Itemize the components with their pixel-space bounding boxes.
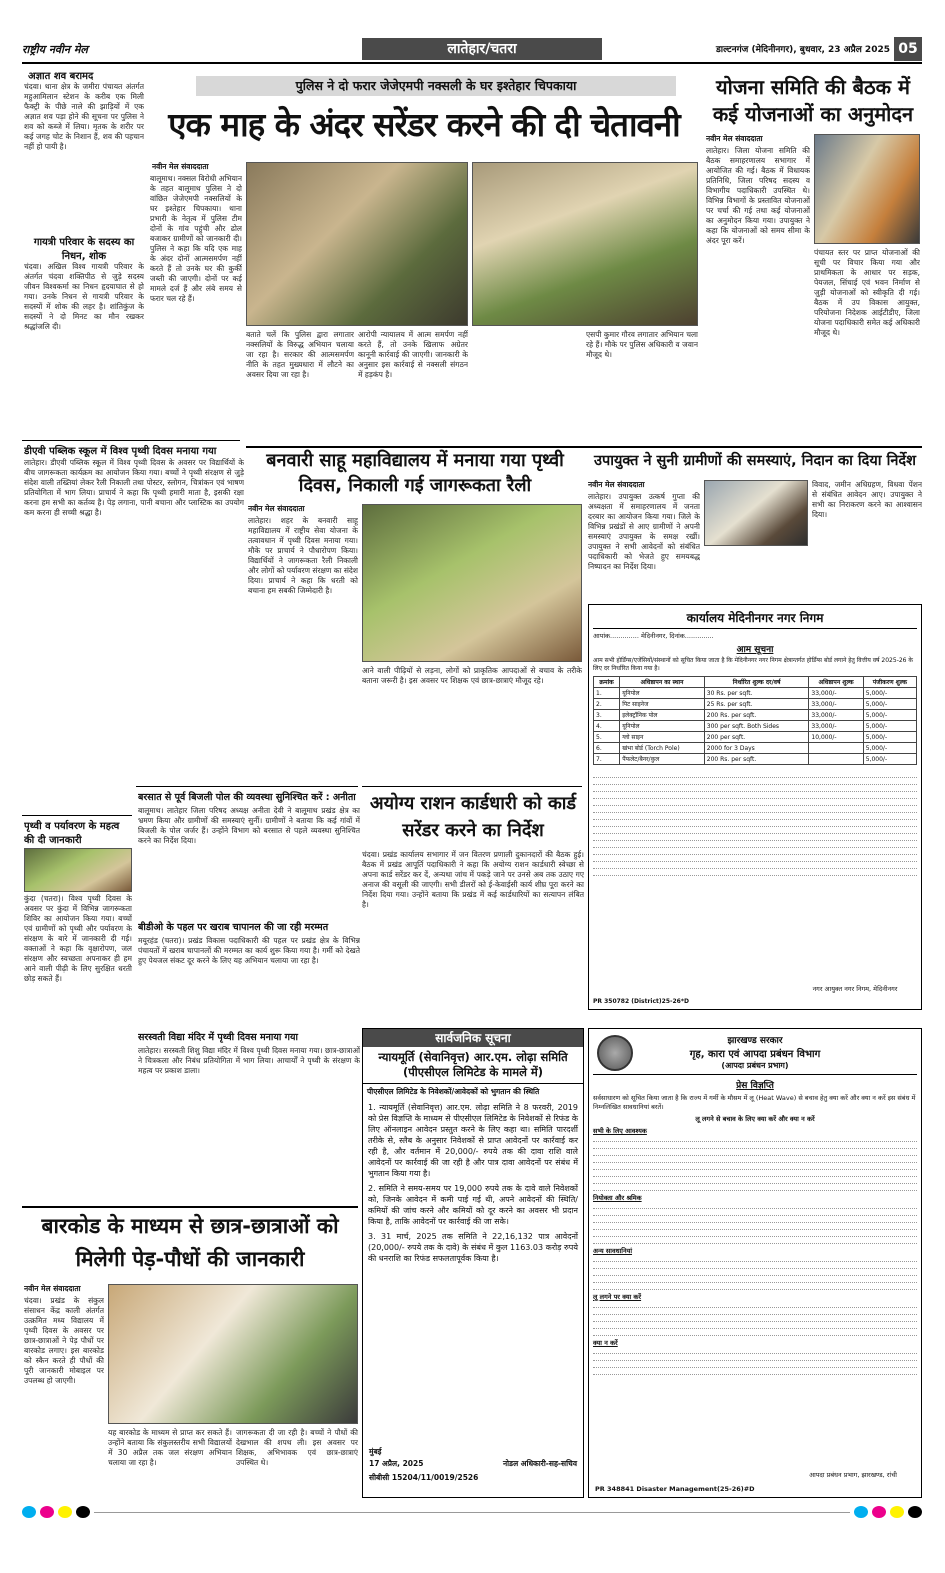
right-top-byline: नवीन मेल संवाददाता	[706, 134, 763, 143]
left-story4-body: कुंदा (चतरा)। विश्व पृथ्वी दिवस के अवसर पर कुंदा में विभिन्न जागरूकता शिविर का आयोजन किया गया। बच्चों एवं ग्रामीणों को पृथ्वी और पर्यावरण के संरक्षण के बारे में जानकारी दी गई। वक्ताओं ने कहा कि वृक्षारोपण, जल संरक्षण और स्वच्छता अपनाकर ही हम आने वाली पीढ़ी के लिए सुरक्षित धरती छोड़ सकते हैं।	[24, 894, 132, 983]
table-row	[594, 732, 917, 743]
right-top-headline: योजना समिति की बैठक में कई योजनाओं का अनुमोदन	[712, 75, 914, 126]
notice-pr-number: PR 350782 (District)25-26*D	[593, 998, 689, 1005]
govt-section-heading: लू लगने पर क्या करें	[593, 1293, 642, 1301]
table-cell: 5,000/-	[863, 754, 916, 765]
table-cell: खंभा बोर्ड (Torch Pole)	[620, 743, 705, 754]
table-cell: 5,000/-	[863, 743, 916, 754]
table-cell: 2000 for 3 Days	[704, 743, 809, 754]
section-label: लातेहार/चतरा	[362, 38, 602, 60]
govt-section-heading: नियोक्ता और श्रमिक	[593, 1194, 642, 1202]
mid-story5-headline: सरस्वती विद्या मंदिर में पृथ्वी दिवस मनाया गया	[138, 1032, 298, 1043]
dc-body2: विवाद, जमीन अधिग्रहण, विधवा पेंशन से संबंधित आवेदन आए। उपायुक्त ने सभी का निराकरण करने का आश्वासन दिया।	[812, 480, 922, 519]
lodha-officer: नोडल अधिकारी-सह-सचिव	[502, 1459, 577, 1468]
dc-hearing-photo	[704, 480, 808, 546]
notice-signature: नगर आयुक्त नगर निगम, मेदिनीनगर	[812, 985, 898, 993]
table-cell: 5,000/-	[863, 688, 916, 699]
barcode-body2: यह बारकोड के माध्यम से प्राप्त कर सकते हैं। उन्होंने बताया कि संकुलस्तरीय सभी विद्यालयों में 30 अप्रैल तक जल संरक्षण अभियान चलाया जा रहा है।	[108, 1428, 232, 1467]
govt-do-head: लू लगने से बचाव के लिए क्या करें और क्या न करें	[695, 1115, 815, 1123]
table-cell: 33,000/-	[809, 721, 863, 732]
table-cell: 33,000/-	[809, 688, 863, 699]
college-rally-photo	[362, 504, 582, 662]
lead-body-col2: बताते चलें कि पुलिस द्वारा लगातार नक्सलियों के विरुद्ध अभियान चलाया जा रहा है। सरकार की आत्मसमर्पण नीति के तहत मुख्यधारा में लौटने का अवसर दिया जा रहा है।	[246, 330, 354, 379]
lead-body-col4: एसपी कुमार गौरव लगातार अभियान चला रहे हैं। मौके पर पुलिस अधिकारी व जवान मौजूद थे।	[586, 330, 698, 359]
notice-letter-no: आपांक.............. मेदिनीनगर, दिनांक..............	[593, 632, 714, 640]
left-story4-title: पृथ्वी व पर्यावरण के महत्व की दी जानकारी	[24, 821, 120, 846]
lead-photo-2	[472, 162, 698, 326]
table-cell: 300 per sqft. Both Sides	[704, 721, 809, 732]
table-cell: 33,000/-	[809, 699, 863, 710]
govt-dept: गृह, कारा एवं आपदा प्रबंधन विभाग	[689, 1049, 821, 1060]
lead-headline: एक माह के अंदर सरेंडर करने की दी चेतावनी	[168, 105, 680, 144]
table-cell: पैंफलेट/बैनर/कुल	[620, 754, 705, 765]
govt-list	[593, 1301, 917, 1336]
govt-section-heading: सभी के लिए आवश्यक	[593, 1127, 647, 1135]
govt-section-heading: क्या न करें	[593, 1339, 618, 1347]
govt-section-heading: अन्य सावधानियां	[593, 1247, 633, 1255]
left-story3-body: लातेहार। डीएवी पब्लिक स्कूल में विश्व पृथ्वी दिवस के अवसर पर विद्यार्थियों के बीच जागरूकता कार्यक्रम का आयोजन किया गया। बच्चों ने पृथ्वी संरक्षण से जुड़े संदेश वाली तख्तियां लेकर रैली निकाली तथा पोस्टर, स्लोगन, चित्रांकन एवं भाषण प्रतियोगिता में भाग लिया। प्राचार्य ने कहा कि पृथ्वी हमारी माता है, इसकी रक्षा करना हम सभी का कर्तव्य है। पेड़ लगाना, पानी बचाना और प्लास्टिक का उपयोग कम करना ही सच्ची श्रद्धा है।	[24, 458, 244, 517]
table-cell: 33,000/-	[809, 710, 863, 721]
table-cell: 200 per sqft.	[704, 732, 809, 743]
lead-photo-1	[246, 162, 468, 326]
table-cell: यूनिपोल	[620, 688, 705, 699]
lead-byline: नवीन मेल संवाददाता	[152, 162, 209, 171]
table-cell: 1.	[594, 688, 620, 699]
mid-story1-byline: नवीन मेल संवाददाता	[248, 504, 305, 513]
table-cell: 2.	[594, 699, 620, 710]
lead-body: बालूमाथ। नक्सल विरोधी अभियान के तहत बालूमाथ पुलिस ने दो वांछित जेजेएमपी नक्सलियों के घर इश्तेहार चिपकाया। थाना प्रभारी के नेतृत्व में पुलिस टीम दोनों के गांव पहुंची और ढोल बजाकर ग्रामीणों को जानकारी दी। पुलिस ने कहा कि यदि एक माह के अंदर दोनों आत्मसमर्पण नहीं करते हैं तो उनके घर की कुर्की जब्ती की जाएगी। दोनों पर कई मामले दर्ज हैं और लंबे समय से फरार चल रहे हैं।	[150, 174, 242, 303]
lead-kicker: पुलिस ने दो फरार जेजेएमपी नक्सली के घर इश्तेहार चिपकाया	[196, 76, 676, 96]
notice-title: आम सूचना	[736, 645, 774, 655]
left-story1-title: अज्ञात शव बरामद	[28, 71, 94, 82]
left-story3-title: डीएवी पब्लिक स्कूल में विश्व पृथ्वी दिवस मनाया गया	[24, 446, 217, 457]
table-cell: ग्लो साइन	[620, 732, 705, 743]
lodha-committee-notice	[362, 1028, 584, 1498]
lodha-ref: सीबीसी 15204/11/0019/2526	[369, 1473, 479, 1482]
table-row	[594, 721, 917, 732]
table-row	[594, 754, 917, 765]
mid-story1-body2: आने वाली पीढ़ियों से लड़ना, लोगों को प्राकृतिक आपदाओं से बचाव के तरीके बताना जरूरी है। इस अवसर पर शिक्षक एवं छात्र-छात्राएं मौजूद रहे।	[362, 666, 582, 685]
table-cell: इलेक्ट्रॉनिक पोल	[620, 710, 705, 721]
lodha-title: सार्वजनिक सूचना	[363, 1029, 583, 1047]
lodha-para-3: 3. 31 मार्च, 2025 तक समिति ने 22,16,132 पात्र आवेदनों (20,000/- रुपये तक के दावे) के संबंध में कुल 1163.03 करोड़ रुपये की धनराशि का रिफंड सफलतापूर्वक किया है।	[368, 1232, 578, 1263]
notice-terms	[593, 771, 917, 876]
mid-story4-headline: बीडीओ के पहल पर खराब चापानल की जा रही मरम्मत	[138, 922, 329, 933]
mid-story4-body: मयूरहंड (चतरा)। प्रखंड विकास पदाधिकारी की पहल पर प्रखंड क्षेत्र के विभिन्न पंचायतों में खराब चापानलों की मरम्मत का कार्य शुरू किया गया है। गर्मी को देखते हुए पेयजल संकट दूर करने के लिए यह अभियान चलाया जा रहा है।	[138, 936, 360, 965]
table-cell: 200 Rs. per sqft.	[704, 710, 809, 721]
dc-body: लातेहार। उपायुक्त उत्कर्ष गुप्ता की अध्यक्षता में समाहरणालय में जनता दरबार का आयोजन किया गया। जिले के विभिन्न प्रखंडों से आए ग्रामीणों ने अपनी समस्याएं उपायुक्त के समक्ष रखीं। उपायुक्त ने सभी आवेदनों को संबंधित पदाधिकारी को भेजते हुए समयबद्ध निष्पादन का निर्देश दिया।	[588, 492, 700, 571]
barcode-byline: नवीन मेल संवाददाता	[24, 1284, 81, 1293]
table-header: क्रमांक	[594, 677, 620, 688]
table-row	[594, 688, 917, 699]
govt-intro: सर्वसाधारण को सूचित किया जाता है कि राज्य में गर्मी के मौसम में लू (Heat Wave) से बचाव हेतु क्या करें और क्या न करें इस संबंध में निम्नलिखित सावधानियां बरतें।	[593, 1094, 916, 1111]
mid-story5-body: लातेहार। सरस्वती शिशु विद्या मंदिर में विश्व पृथ्वी दिवस मनाया गया। छात्र-छात्राओं ने चित्रकला और निबंध प्रतियोगिता में भाग लिया। आचार्यों ने पृथ्वी के संरक्षण के महत्व पर प्रकाश डाला।	[138, 1046, 360, 1075]
table-header: पंजीकरण शुल्क	[863, 677, 916, 688]
govt-name: झारखण्ड सरकार	[727, 1036, 783, 1046]
table-cell: 6.	[594, 743, 620, 754]
masthead	[22, 36, 922, 64]
notice-office: कार्यालय मेदिनीनगर नगर निगम	[593, 609, 917, 629]
lodha-subtitle: न्यायमूर्ति (सेवानिवृत्त) आर.एम. लोढ़ा समिति (पीएसीएल लिमिटेड के मामले में)	[363, 1047, 583, 1084]
dc-byline: नवीन मेल संवाददाता	[588, 480, 645, 489]
right-top-body: लातेहार। जिला योजना समिति की बैठक समाहरणालय सभागार में आयोजित की गई। बैठक में विधायक प्रतिनिधि, जिला परिषद सदस्य व विभागीय पदाधिकारी उपस्थित थे। विभिन्न विभागों के प्रस्तावित योजनाओं पर चर्चा की गई तथा कई योजनाओं का अनुमोदन किया गया। उपायुक्त ने कहा कि योजनाओं को समय सीमा के अंदर पूरा करें।	[706, 146, 810, 245]
table-cell: 25 Rs. per sqft.	[704, 699, 809, 710]
divider	[136, 786, 358, 787]
lodha-place: मुंबई	[369, 1447, 382, 1456]
barcode-headline: बारकोड के माध्यम से छात्र-छात्राओं को मिलेगी पेड़-पौधों की जानकारी	[41, 1214, 339, 1271]
mid-story1-headline: बनवारी साहू महाविद्यालय में मनाया गया पृथ्वी दिवस, निकाली गई जागरूकता रैली	[266, 450, 564, 496]
notice-intro: आम सभी होर्डिंग्स/एजेंसियों/संस्थानों को सूचित किया जाता है कि मेदिनीनगर नगर निगम क्षेत्रान्तर्गत होर्डिंग्स बोर्ड लगाने हेतु वित्तीय वर्ष 2025-26 के लिए दर निर्धारित किया गया है।	[593, 657, 914, 672]
table-cell	[809, 754, 863, 765]
table-cell: 5,000/-	[863, 710, 916, 721]
govt-press-release	[588, 1028, 922, 1498]
table-cell: 5,000/-	[863, 732, 916, 743]
barcode-students-photo	[108, 1284, 358, 1424]
dc-headline: उपायुक्त ने सुनी ग्रामीणों की समस्याएं, निदान का दिया निर्देश	[594, 453, 916, 469]
table-header: अधिष्ठापन शुल्क	[809, 677, 863, 688]
divider	[22, 1206, 358, 1208]
registration-marks	[22, 1506, 922, 1520]
notice-table	[593, 676, 917, 765]
divider	[22, 815, 132, 816]
table-cell: 5,000/-	[863, 721, 916, 732]
table-cell: 5,000/-	[863, 699, 916, 710]
meeting-photo	[814, 134, 920, 244]
govt-title: प्रेस विज्ञप्ति	[736, 1081, 774, 1091]
table-cell: 10,000/-	[809, 732, 863, 743]
lodha-para-2: 2. समिति ने समय-समय पर 19,000 रुपये तक के दावे वाले निवेशकों को, जिनके आवेदन में कमी पाई गई थी, अपने आवेदनों की स्थिति/कमियों की जांच करने और कमियों को दूर करने का अवसर भी प्रदान किया है, ताकि आवेदनों पर कार्रवाई की जा सके।	[368, 1184, 578, 1226]
table-cell: 30 Rs. per sqft.	[704, 688, 809, 699]
govt-pr-number: PR 348841 Disaster Management(25-26)#D	[595, 1485, 755, 1493]
govt-list	[593, 1255, 917, 1290]
table-cell: पिट साइनेज	[620, 699, 705, 710]
page-number: 05	[894, 37, 922, 61]
lead-body-col3: आरोपी न्यायालय में आत्म समर्पण नहीं करते हैं, तो उनके खिलाफ अग्रेतर कानूनी कार्रवाई की जाएगी। जानकारी के अनुसार इस कार्रवाई से नक्सली संगठन में हड़कंप है।	[358, 330, 468, 379]
table-cell	[809, 743, 863, 754]
left-story2-title: गायत्री परिवार के सदस्य का निधन, शोक	[33, 237, 135, 262]
lodha-lead: पीएसीएल लिमिटेड के निवेशकों/आवेदकों को भुगतान की स्थिति	[367, 1087, 540, 1096]
mid-story3-body: बालूमाथ। लातेहार जिला परिषद अध्यक्ष अनीता देवी ने बालूमाथ प्रखंड क्षेत्र का भ्रमण किया और ग्रामीणों की समस्याएं सुनीं। ग्रामीणों ने बताया कि कई गांवों में बिजली के पोल जर्जर हैं। उन्होंने विभाग को बरसात से पहले व्यवस्था सुनिश्चित करने का निर्देश दिया।	[138, 806, 360, 845]
barcode-body: चंदवा। प्रखंड के संकुल संसाधन केंद्र काली अंतर्गत उत्क्रमित मध्य विद्यालय में पृथ्वी दिवस के अवसर पर छात्र-छात्राओं ने पेड़ पौधों पर बारकोड लगाए। इस बारकोड को स्कैन करते ही पौधों की पूरी जानकारी मोबाइल पर उपलब्ध हो जाएगी।	[24, 1296, 104, 1385]
govt-signer: आपदा प्रबंधन प्रभाग, झारखण्ड, रांची	[809, 1471, 897, 1479]
govt-list	[593, 1347, 917, 1375]
table-cell: यूनिपोल	[620, 721, 705, 732]
table-cell: 200 Rs. per sqft.	[704, 754, 809, 765]
paper-name: राष्ट्रीय नवीन मेल	[22, 43, 88, 56]
govt-list	[593, 1135, 917, 1191]
table-row	[594, 710, 917, 721]
mid-story1-body: लातेहार। शहर के बनवारी साहू महाविद्यालय में राष्ट्रीय सेवा योजना के तत्वावधान में पृथ्वी दिवस मनाया गया। मौके पर प्राचार्य ने पौधारोपण किया। विद्यार्थियों ने जागरूकता रैली निकाली और लोगों को पर्यावरण संरक्षण का संदेश दिया। प्राचार्य ने कहा कि धरती को बचाना हम सबकी जिम्मेदारी है।	[248, 516, 358, 595]
table-header: निर्धारित शुल्क दर/वर्ष	[704, 677, 809, 688]
dateline: डाल्टनगंज (मेदिनीनगर), बुधवार, 23 अप्रैल 2025	[715, 45, 890, 55]
earth-day-photo	[24, 848, 132, 892]
govt-sub: (आपदा प्रबंधन प्रभाग)	[593, 1060, 917, 1075]
table-header: अधिष्ठापन का स्थान	[620, 677, 705, 688]
table-cell: 7.	[594, 754, 620, 765]
lodha-para-1: 1. न्यायमूर्ति (सेवानिवृत्त) आर.एम. लोढ़ा समिति ने 8 फरवरी, 2019 को प्रेस विज्ञप्ति के माध्यम से पीएसीएल लिमिटेड के निवेशकों से रिफंड के लिए ऑनलाइन आवेदन प्रस्तुत करने के लिए कहा था। समिति पारदर्शी तरीके से, स्लैब के अनुसार निवेशकों से प्राप्त आवेदनों पर कार्रवाई कर रही है, और वर्तमान में 20,000/- रुपये तक की दावा राशि वाले आवेदनों पर कार्रवाई की जा रही है और पात्र दावा आवेदनों पर संबंध में भुगतान किया गया है।	[368, 1103, 578, 1178]
table-row	[594, 743, 917, 754]
table-cell: 4.	[594, 721, 620, 732]
left-story2-body: चंदवा। अखिल विश्व गायत्री परिवार के अंतर्गत चंदवा शक्तिपीठ से जुड़े सदस्य जीवन विश्वकर्मा का निधन हृदयाघात से हो गया। उनके निधन से गायत्री परिवार के सदस्यों में शोक की लहर है। शांतिकुंज के सदस्यों ने दो मिनट का मौन रखकर श्रद्धांजलि दी।	[24, 262, 144, 331]
mid-story3-headline: बरसात से पूर्व बिजली पोल की व्यवस्था सुनिश्चित करें : अनीता	[138, 792, 356, 803]
mid-story2-headline: अयोग्य राशन कार्डधारी को कार्ड सरेंडर करने का निर्देश	[369, 793, 577, 841]
table-cell: 5.	[594, 732, 620, 743]
municipal-notice	[588, 604, 922, 1010]
left-story1-body: चंदवा। थाना क्षेत्र के जमीरा पंचायत अंतर्गत महुआमिलान स्टेशन के करीब एक मिली फैक्ट्री के पीछे नाले की झाड़ियों में एक अज्ञात शव पड़ा होने की सूचना पर पुलिस ने शव को कब्जे में लिया। मृतक के शरीर पर कई जगह चोट के निशान हैं, शव की पहचान नहीं हो पायी है।	[24, 82, 144, 151]
table-cell: 3.	[594, 710, 620, 721]
govt-list	[593, 1202, 917, 1244]
barcode-body3: जागरूकता दी जा रही है। बच्चों ने पौधों की देखभाल की शपथ ली। इस अवसर पर शिक्षक, अभिभावक एवं छात्र-छात्राएं उपस्थित थे।	[236, 1428, 358, 1467]
jharkhand-emblem-icon	[597, 1035, 633, 1071]
lodha-date: 17 अप्रैल, 2025	[369, 1459, 424, 1468]
divider	[362, 786, 582, 787]
right-top-body2: पंचायत स्तर पर प्राप्त योजनाओं की सूची पर विचार किया गया और प्राथमिकता के आधार पर सड़क, पेयजल, सिंचाई एवं भवन निर्माण से जुड़ी योजनाओं को स्वीकृति दी गई। बैठक में उप विकास आयुक्त, परियोजना निदेशक आईटीडीए, जिला योजना पदाधिकारी समेत कई अधिकारी मौजूद थे।	[814, 248, 920, 337]
table-row	[594, 699, 917, 710]
mid-story2-body: चंदवा। प्रखंड कार्यालय सभागार में जन वितरण प्रणाली दुकानदारों की बैठक हुई। बैठक में प्रखंड आपूर्ति पदाधिकारी ने कहा कि अयोग्य राशन कार्डधारी स्वेच्छा से अपना कार्ड सरेंडर कर दें, अन्यथा जांच में पकड़े जाने पर उनसे अब तक उठाए गए अनाज की वसूली की जाएगी। सभी डीलरों को ई-केवाईसी कार्य शीघ्र पूरा करने का निर्देश दिया गया। उन्होंने बताया कि प्रखंड में कई कार्डधारियों का सत्यापन लंबित है।	[362, 850, 584, 909]
